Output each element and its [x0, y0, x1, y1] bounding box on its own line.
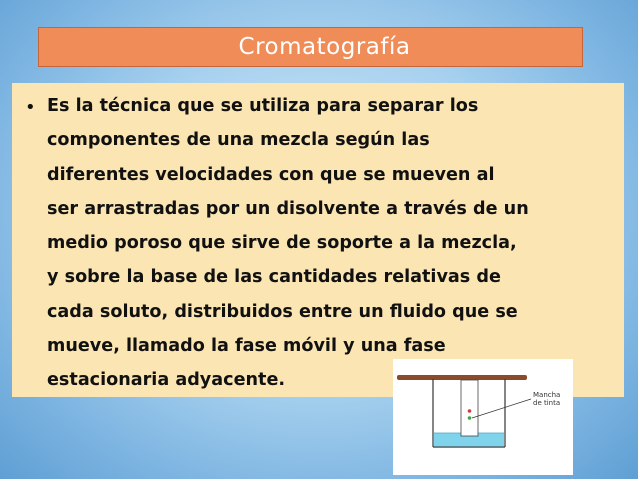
content-box: [12, 83, 624, 397]
chromatography-figure: [393, 359, 573, 475]
support-rod: [397, 375, 527, 380]
bullet-dot-icon: •: [25, 97, 36, 118]
slide-title-bar: [38, 27, 583, 67]
bullet-text: Es la técnica que se utiliza para separar los componentes de una mezcla según las diferentes velocidades con que se mueven al ser arrastradas por un disolvente a través de un medio poroso que sirve de soporte a la mezcla, y sobre la base de las cantidades relativas de cada soluto, distribuidos entre un fluido que se mueve, llamado la fase móvil y una fase estacionaria adyacente.: [47, 96, 529, 391]
bullet-item: [23, 89, 616, 398]
chromatography-diagram: [393, 359, 573, 475]
paper-strip: [461, 380, 478, 436]
figure-label-line2: de tinta: [533, 399, 561, 407]
label-pointer: [472, 399, 531, 418]
slide-title: Cromatografía: [238, 34, 411, 60]
figure-label-line1: Mancha: [533, 391, 561, 399]
ink-spot-green-icon: [468, 416, 472, 420]
ink-spot-red-icon: [468, 409, 472, 413]
